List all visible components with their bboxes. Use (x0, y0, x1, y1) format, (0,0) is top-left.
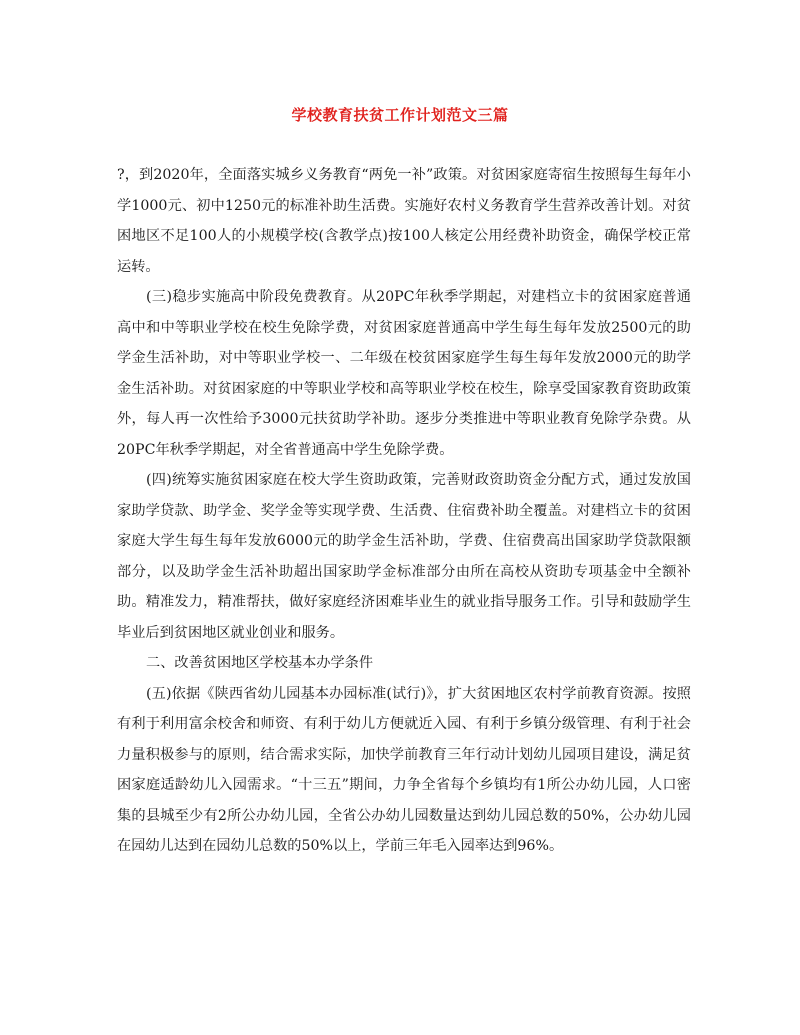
paragraph-preschool-resources: (五)依据《陕西省幼儿园基本办园标准(试行)》，扩大贫困地区农村学前教育资源。按照有利于利用富余校舍和师资、有利于幼儿方便就近入园、有利于乡镇分级管理、有利于社会力量积极参与的原则，结合需求实际，加快学前教育三年行动计划幼儿园项目建设，满足贫困家庭适龄幼儿入园需求。“十三五”期间，力争全省每个乡镇均有1所公办幼儿园，人口密集的县城至少有2所公办幼儿园，全省公办幼儿园数量达到幼儿园总数的50%，公办幼儿园在园幼儿达到在园幼儿总数的50%以上，学前三年毛入园率达到96%。 (117, 685, 691, 854)
paragraph-college-student-aid: (四)统筹实施贫困家庭在校大学生资助政策，完善财政资助资金分配方式，通过发放国家助学贷款、助学金、奖学金等实现学费、生活费、住宿费补助全覆盖。对建档立卡的贫困家庭大学生每生每年发放6000元的助学金生活补助，学费、住宿费高出国家助学贷款限额部分，以及助学金生活补助超出国家助学金标准部分由所在高校从资助专项基金中全额补助。精准发力，精准帮扶，做好家庭经济困难毕业生的就业指导服务工作。引导和鼓励学生毕业后到贫困地区就业创业和服务。 (117, 472, 691, 641)
document-title: 学校教育扶贫工作计划范文三篇 (291, 106, 509, 124)
section-heading-school-conditions: 二、改善贫困地区学校基本办学条件 (146, 655, 374, 671)
document-body (117, 160, 691, 862)
paragraph-compulsory-education: ?，到2020年，全面落实城乡义务教育“两免一补”政策。对贫困家庭寄宿生按照每生每年小学1000元、初中1250元的标准补助生活费。实施好农村义务教育学生营养改善计划。对贫困地区不足100人的小规模学校(含教学点)按100人核定公用经费补助资金，确保学校正常运转。 (117, 167, 691, 275)
paragraph-high-school-free-education: (三)稳步实施高中阶段免费教育。从20PC年秋季学期起，对建档立卡的贫困家庭普通高中和中等职业学校在校生免除学费，对贫困家庭普通高中学生每生每年发放2500元的助学金生活补助，对中等职业学校一、二年级在校贫困家庭学生每生每年发放2000元的助学金生活补助。对贫困家庭的中等职业学校和高等职业学校在校生，除享受国家教育资助政策外，每人再一次性给予3000元扶贫助学补助。逐步分类推进中等职业教育免除学杂费。从20PC年秋季学期起，对全省普通高中学生免除学费。 (117, 289, 691, 458)
